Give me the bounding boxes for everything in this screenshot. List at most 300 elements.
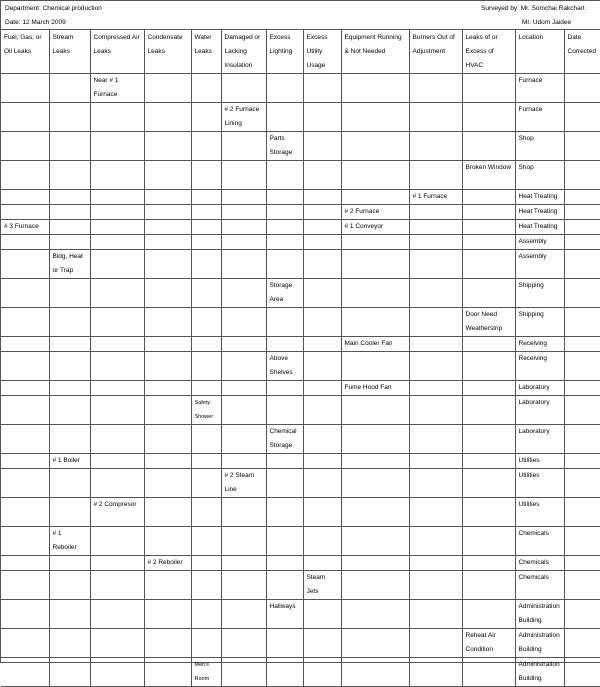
table-cell [303,600,341,629]
surveyed-by-label: Surveyed by: Mr. Somchai Rakchart [481,5,585,12]
table-cell [49,396,90,425]
table-cell [90,190,144,205]
location-cell: Receiving [515,337,564,352]
table-cell [1,190,49,205]
table-cell [191,571,221,600]
table-cell [90,279,144,308]
table-cell [462,103,515,132]
header-row-2 [1,15,600,29]
table-cell [409,454,462,469]
table-cell [90,161,144,190]
table-cell [1,396,49,425]
table-cell: # 3 Furnace [1,220,49,235]
table-cell [191,337,221,352]
table-cell [303,352,341,381]
table-cell [266,103,303,132]
table-cell [221,396,266,425]
table-cell: Parts Storage [266,132,303,161]
table-cell [462,74,515,103]
table-cell [1,556,49,571]
table-cell [303,556,341,571]
table-cell [90,337,144,352]
table-cell [191,556,221,571]
table-cell [266,469,303,498]
table-cell [49,205,90,220]
table-cell: Door Need Weatherstrip [462,308,515,337]
table-cell [462,396,515,425]
table-cell [144,161,191,190]
table-cell [144,132,191,161]
table-cell [144,469,191,498]
table-cell [49,103,90,132]
location-cell: Utilities [515,454,564,469]
table-cell [303,132,341,161]
table-cell [303,308,341,337]
table-cell [462,556,515,571]
table-cell [144,600,191,629]
table-cell [1,454,49,469]
table-cell [90,469,144,498]
location-cell: Administration Building [515,629,564,658]
table-cell [409,132,462,161]
table-cell [341,556,409,571]
table-cell [303,220,341,235]
table-cell [341,600,409,629]
column-header: Compressed Air Leaks [90,30,144,74]
department-label: Department: Chemical production [5,5,102,12]
location-cell: Chemicals [515,556,564,571]
table-cell: # 2 Compresor [90,498,144,527]
table-cell [266,337,303,352]
table-cell [144,205,191,220]
table-row [1,74,600,103]
location-cell: Assembly [515,235,564,250]
table-cell [191,220,221,235]
table-cell [462,527,515,556]
table-cell [191,381,221,396]
table-cell [266,205,303,220]
table-cell [303,396,341,425]
table-cell [1,250,49,279]
table-cell [303,381,341,396]
table-row [1,498,600,527]
date-corrected-cell [564,205,600,220]
table-cell [49,600,90,629]
column-header: Date Corrected [564,30,600,74]
table-cell [221,205,266,220]
table-cell [462,235,515,250]
table-cell [49,279,90,308]
table-cell [191,74,221,103]
table-cell [266,250,303,279]
table-cell [1,205,49,220]
table-row [1,190,600,205]
table-row [1,527,600,556]
table-cell [1,498,49,527]
column-header: Stream Leaks [49,30,90,74]
table-cell [462,337,515,352]
location-cell: Receiving [515,352,564,381]
table-cell [191,235,221,250]
table-cell [409,600,462,629]
table-cell [221,454,266,469]
column-header: Equipment Running & Not Needed [341,30,409,74]
date-corrected-cell [564,161,600,190]
table-cell [409,425,462,454]
table-cell [1,600,49,629]
table-cell [341,498,409,527]
table-cell [49,469,90,498]
table-cell [221,308,266,337]
table-cell [1,381,49,396]
date-corrected-cell [564,220,600,235]
table-cell: Bldg, Heat or Trap [49,250,90,279]
table-cell [266,235,303,250]
table-cell [221,337,266,352]
table-cell [462,279,515,308]
table-row [1,469,600,498]
table-cell [409,308,462,337]
table-cell [1,425,49,454]
table-cell [221,600,266,629]
location-cell: Laboratory [515,396,564,425]
table-cell [462,190,515,205]
column-header: Fuel, Gas, or Oil Leaks [1,30,49,74]
date-corrected-cell [564,352,600,381]
location-cell: Laboratory [515,425,564,454]
location-cell: Furnace [515,74,564,103]
table-cell [409,498,462,527]
table-cell [144,220,191,235]
table-cell: # 2 Reboiler [144,556,191,571]
table-cell: Main Cooler Fan [341,337,409,352]
table-cell [409,103,462,132]
location-cell: Chemicals [515,527,564,556]
date-corrected-cell [564,308,600,337]
table-row [1,381,600,396]
table-cell [409,381,462,396]
table-cell [1,74,49,103]
column-header: Excess Lighting [266,30,303,74]
table-cell [266,161,303,190]
table-cell [90,235,144,250]
table-cell [341,74,409,103]
table-cell [1,629,49,658]
table-cell: # 1 Conveyor [341,220,409,235]
table-cell [90,571,144,600]
table-cell [341,308,409,337]
table-cell: Above Shelves [266,352,303,381]
table-cell [303,250,341,279]
table-cell [49,337,90,352]
table-row [1,600,600,629]
table-cell [49,220,90,235]
table-cell [462,132,515,161]
date-corrected-cell [564,396,600,425]
header-row-1 [1,1,600,15]
table-cell [341,103,409,132]
table-row [1,556,600,571]
table-cell: Hallways [266,600,303,629]
table-cell [90,600,144,629]
table-cell [303,425,341,454]
table-cell [341,190,409,205]
table-cell [1,571,49,600]
date-label: Date: 12 March 2009 [5,19,66,26]
table-cell [144,454,191,469]
table-cell [49,352,90,381]
table-cell [1,308,49,337]
table-row [1,425,600,454]
table-cell [409,279,462,308]
table-cell [341,352,409,381]
table-cell [303,454,341,469]
table-cell: Near # 1 Furnace [90,74,144,103]
table-cell [221,498,266,527]
table-cell [49,556,90,571]
table-cell [49,308,90,337]
table-cell [221,220,266,235]
location-cell: Heat Treating [515,220,564,235]
table-cell [191,132,221,161]
table-cell [191,629,221,658]
table-cell [266,396,303,425]
location-cell: Chemicals [515,571,564,600]
table-cell [191,205,221,220]
table-cell [191,161,221,190]
table-cell [90,205,144,220]
table-cell [1,132,49,161]
table-cell [144,381,191,396]
location-cell: Utilities [515,469,564,498]
table-cell [144,279,191,308]
table-cell [90,132,144,161]
table-cell [90,308,144,337]
table-cell: Men's Room [191,658,221,687]
location-cell: Shipping [515,308,564,337]
table-cell [266,74,303,103]
date-corrected-cell [564,600,600,629]
location-cell: Shop [515,161,564,190]
survey-table-body [1,74,600,687]
table-cell [144,103,191,132]
column-header: Water Leaks [191,30,221,74]
table-cell [1,279,49,308]
table-row [1,308,600,337]
date-corrected-cell [564,556,600,571]
table-cell: # 1 Furnace [409,190,462,205]
table-cell [341,161,409,190]
table-cell [144,352,191,381]
table-cell [221,190,266,205]
table-cell [303,161,341,190]
table-cell [341,235,409,250]
table-cell: # 1 Boiler [49,454,90,469]
date-corrected-cell [564,235,600,250]
table-cell [409,250,462,279]
table-cell [266,454,303,469]
table-cell [462,425,515,454]
table-cell [341,454,409,469]
table-cell [221,352,266,381]
table-cell [409,571,462,600]
location-cell: Administration Building [515,600,564,629]
table-cell [266,571,303,600]
table-cell [1,161,49,190]
table-cell [221,250,266,279]
table-cell [191,600,221,629]
table-cell [341,527,409,556]
table-cell [266,556,303,571]
table-cell [303,279,341,308]
table-row [1,571,600,600]
table-row [1,205,600,220]
table-cell [462,600,515,629]
table-cell [1,469,49,498]
table-cell: # 2 Steam Line [221,469,266,498]
table-cell [144,396,191,425]
table-cell: Chemical Storage [266,425,303,454]
table-cell [191,454,221,469]
table-cell [462,381,515,396]
table-cell [266,629,303,658]
table-cell [221,74,266,103]
table-cell [90,381,144,396]
table-cell [303,527,341,556]
table-cell [90,629,144,658]
table-cell [191,527,221,556]
table-cell [341,571,409,600]
table-cell [191,425,221,454]
table-cell [221,132,266,161]
table-cell [303,74,341,103]
table-cell [462,220,515,235]
table-cell [409,527,462,556]
table-cell [49,235,90,250]
table-cell [90,220,144,235]
date-corrected-cell [564,629,600,658]
table-cell [341,469,409,498]
table-cell [144,308,191,337]
table-cell [90,250,144,279]
location-cell: Administration Building [515,658,564,687]
table-cell [191,279,221,308]
table-cell [303,498,341,527]
table-cell: # 1 Reboiler [49,527,90,556]
table-cell [266,220,303,235]
table-row [1,279,600,308]
table-cell [341,279,409,308]
table-cell [144,74,191,103]
location-cell: Shop [515,132,564,161]
date-corrected-cell [564,498,600,527]
location-cell: Utilities [515,498,564,527]
column-header: Damaged or Lacking Insulation [221,30,266,74]
table-cell [266,381,303,396]
survey-table [1,30,600,687]
date-corrected-cell [564,132,600,161]
table-row [1,396,600,425]
table-cell: Broken Window [462,161,515,190]
table-cell: # 2 Furnace [341,205,409,220]
table-cell: Steam Jets [303,571,341,600]
date-corrected-cell [564,469,600,498]
table-cell [49,425,90,454]
table-cell [266,190,303,205]
table-cell [462,352,515,381]
table-cell [409,352,462,381]
table-cell [49,74,90,103]
table-cell [221,235,266,250]
table-row [1,337,600,352]
date-corrected-cell [564,74,600,103]
table-cell [341,250,409,279]
table-cell [341,629,409,658]
table-cell [1,527,49,556]
table-cell: Storage Area [266,279,303,308]
table-cell [303,103,341,132]
date-corrected-cell [564,337,600,352]
table-cell [221,629,266,658]
table-row [1,161,600,190]
table-cell [462,498,515,527]
table-cell: Fume Hood Fan [341,381,409,396]
table-cell [221,161,266,190]
table-cell [90,103,144,132]
location-cell: Heat Treating [515,190,564,205]
table-cell [409,556,462,571]
table-cell: Reheat Air Condition [462,629,515,658]
table-cell [221,527,266,556]
table-cell [49,498,90,527]
location-cell: Furnace [515,103,564,132]
table-cell [462,454,515,469]
table-cell [191,250,221,279]
date-corrected-cell [564,103,600,132]
date-corrected-cell [564,571,600,600]
date-corrected-cell [564,454,600,469]
column-header: Burners Out of Adjustment [409,30,462,74]
table-cell [221,556,266,571]
table-cell [409,629,462,658]
table-cell [90,556,144,571]
table-cell [191,308,221,337]
table-cell [221,279,266,308]
table-cell [144,235,191,250]
table-cell [266,527,303,556]
date-corrected-cell [564,190,600,205]
table-cell [462,571,515,600]
table-cell [221,571,266,600]
table-cell [1,103,49,132]
date-corrected-cell [564,527,600,556]
date-corrected-cell [564,425,600,454]
table-cell [221,425,266,454]
table-cell [191,352,221,381]
date-corrected-cell [564,250,600,279]
table-cell [49,571,90,600]
date-corrected-cell [564,381,600,396]
table-cell [49,132,90,161]
column-header: Condensate Leaks [144,30,191,74]
table-cell [409,337,462,352]
table-row [1,132,600,161]
table-cell [462,250,515,279]
table-cell [49,629,90,658]
column-header-row [1,30,600,74]
date-corrected-cell [564,279,600,308]
table-cell [341,132,409,161]
